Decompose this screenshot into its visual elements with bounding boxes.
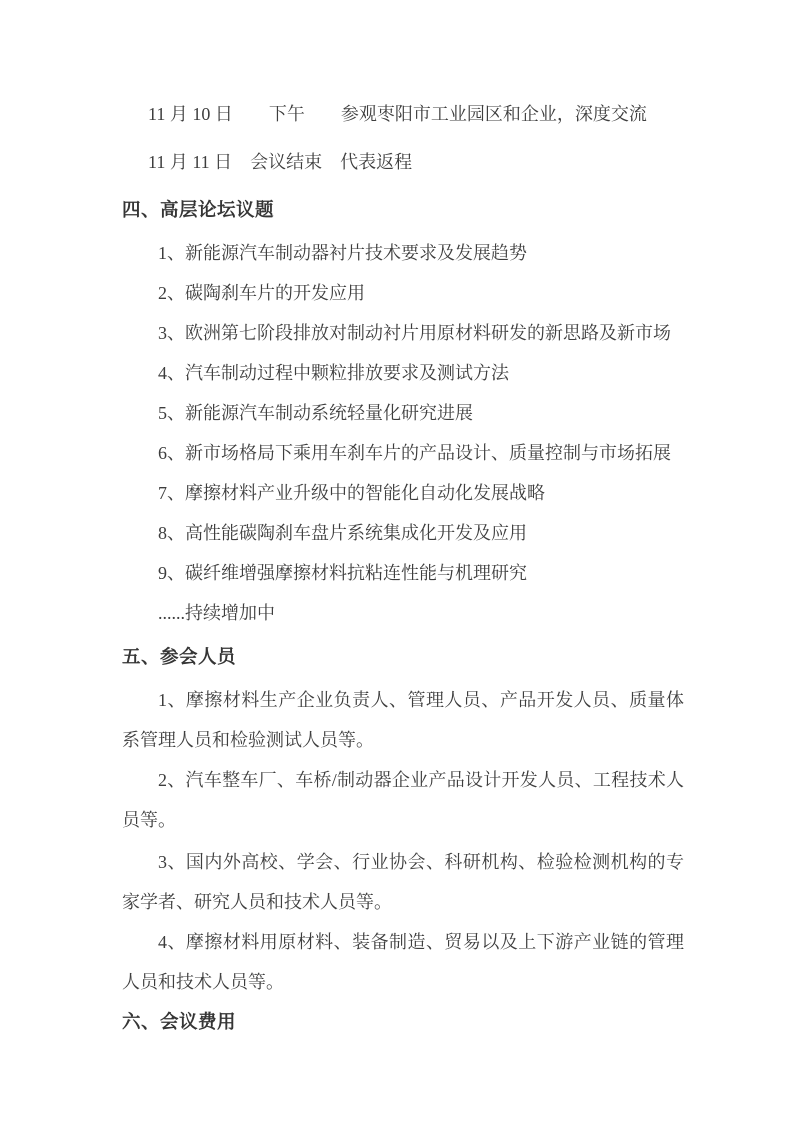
forum-topic-item: 5、新能源汽车制动系统轻量化研究进展 <box>158 403 473 423</box>
forum-topic-list <box>122 233 684 633</box>
forum-topic-more-indicator: ......持续增加中 <box>158 603 275 623</box>
section-heading-fees: 六、会议费用 <box>122 1011 237 1032</box>
forum-topic-item: 3、欧洲第七阶段排放对制动衬片用原材料研发的新思路及新市场 <box>158 323 671 343</box>
section-heading-attendees: 五、参会人员 <box>122 646 237 667</box>
attendee-paragraph: 1、摩擦材料生产企业负责人、管理人员、产品开发人员、质量体系管理人员和检验测试人员等。 <box>122 690 684 750</box>
schedule-line-nov10: 11 月 10 日 下午 参观枣阳市工业园区和企业，深度交流 <box>148 104 647 124</box>
attendee-paragraph: 2、汽车整车厂、车桥/制动器企业产品设计开发人员、工程技术人员等。 <box>122 770 684 830</box>
forum-topic-item: 9、碳纤维增强摩擦材料抗粘连性能与机理研究 <box>158 563 527 583</box>
schedule-line-nov11: 11 月 11 日 会议结束 代表返程 <box>148 152 413 172</box>
forum-topic-item: 6、新市场格局下乘用车刹车片的产品设计、质量控制与市场拓展 <box>158 443 671 463</box>
section-heading-forum-topics: 四、高层论坛议题 <box>122 199 275 220</box>
attendee-paragraph: 4、摩擦材料用原材料、装备制造、贸易以及上下游产业链的管理人员和技术人员等。 <box>122 932 684 992</box>
attendee-paragraph: 3、国内外高校、学会、行业协会、科研机构、检验检测机构的专家学者、研究人员和技术人员等。 <box>122 852 684 912</box>
forum-topic-item: 8、高性能碳陶刹车盘片系统集成化开发及应用 <box>158 523 527 543</box>
forum-topic-item: 7、摩擦材料产业升级中的智能化自动化发展战略 <box>158 483 545 503</box>
document-content <box>122 94 684 1042</box>
forum-topic-item: 4、汽车制动过程中颗粒排放要求及测试方法 <box>158 363 509 383</box>
forum-topic-item: 2、碳陶刹车片的开发应用 <box>158 283 365 303</box>
forum-topic-item: 1、新能源汽车制动器衬片技术要求及发展趋势 <box>158 243 527 263</box>
